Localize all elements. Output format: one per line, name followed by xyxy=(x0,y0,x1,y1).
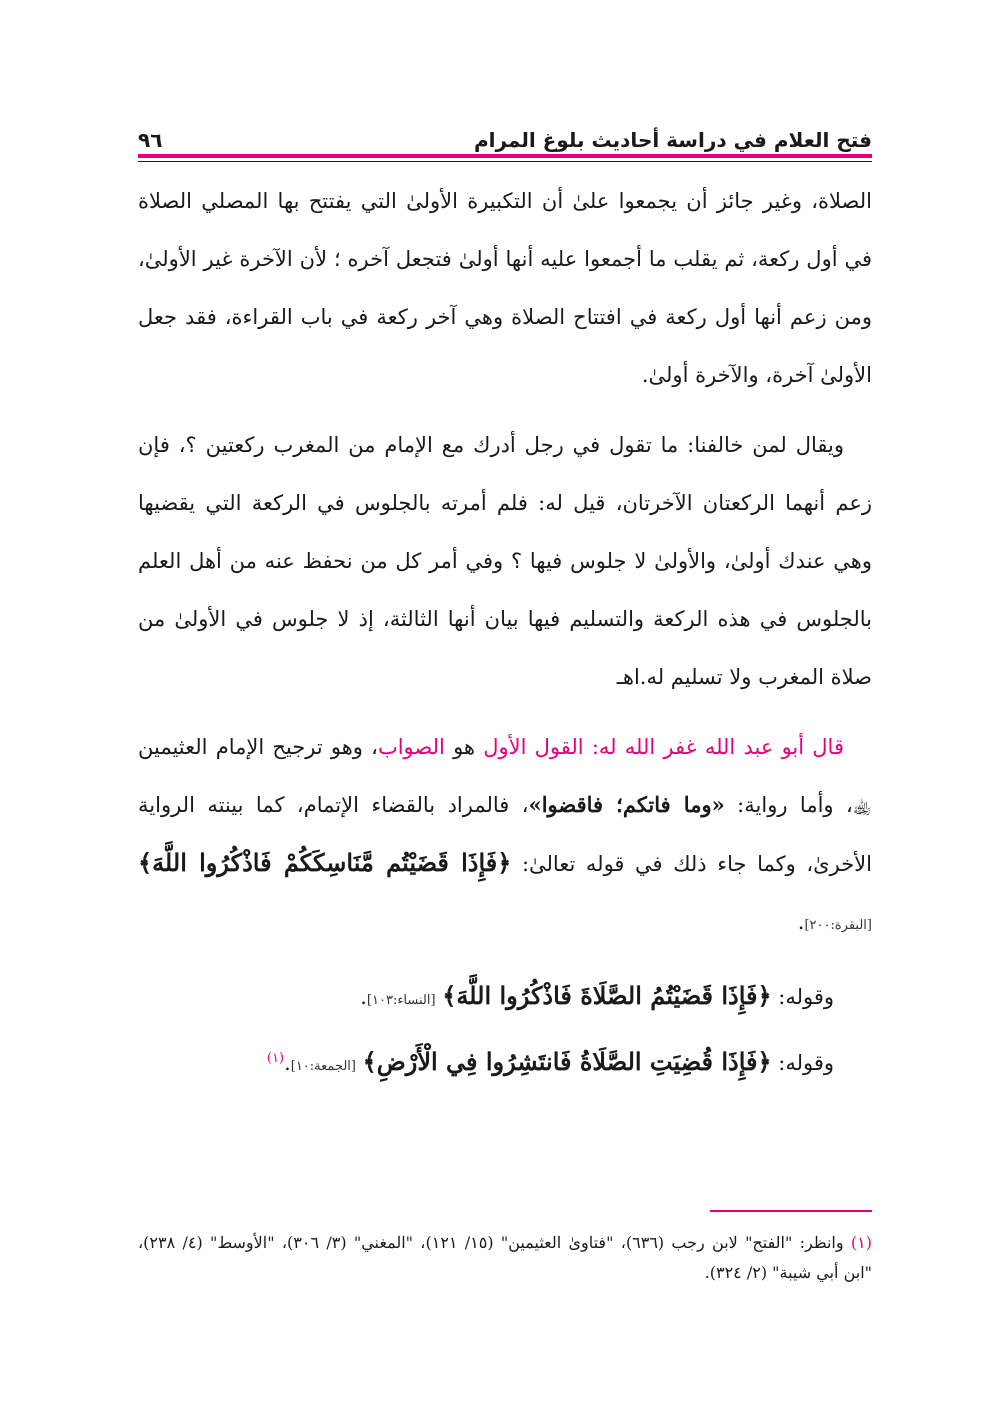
header-rule-accent xyxy=(138,154,872,158)
ayah-ref-jumuah: [الجمعة:١٠] xyxy=(290,1059,356,1074)
paragraph-3-rest-1: ، وهو ترجيح الإمام العثيمين ﵀، وأما رواية: xyxy=(138,735,873,817)
quran-line-1-end: . xyxy=(360,985,367,1009)
paragraph-3 xyxy=(138,718,872,955)
page-body xyxy=(138,172,872,1096)
paragraph-1: الصلاة، وغير جائز أن يجمعوا علىٰ أن التكبيرة الأولىٰ التي يفتتح بها المصلي الصلاة في أول ركعة، ثم يقلب ما أجمعوا عليه أنها أولىٰ فتجعل آخره ؛ لأن الآخرة غير الأولىٰ، ومن زعم أنها أول ركعة في افتتاح الصلاة وهي آخر ركعة في باب القراءة، فقد جعل الأولىٰ آخرة، والآخرة أولىٰ. xyxy=(138,189,872,387)
quran-line-2-end: . xyxy=(284,1051,291,1075)
correct-label: الصواب xyxy=(377,735,445,759)
ayah-ref-nisa: [النساء:١٠٣] xyxy=(366,993,436,1008)
footnote-rule xyxy=(710,1210,872,1212)
paragraph-2 xyxy=(138,416,872,706)
quran-line-1 xyxy=(138,967,872,1030)
is-text: هو xyxy=(453,735,475,759)
ayah-ref-baqarah: [البقرة:٢٠٠] xyxy=(804,918,872,933)
first-opinion: القول الأول xyxy=(483,735,584,759)
book-title: فتح العلام في دراسة أحاديث بلوغ المرام xyxy=(473,128,872,152)
paragraph-3-rest-2: ، فالمراد بالقضاء الإتمام، كما بينته الرواية الأخرىٰ، وكما جاء ذلك في قوله تعالىٰ: xyxy=(138,793,872,876)
ayah-jumuah: ﴿فَإِذَا قُضِيَتِ الصَّلَاةُ فَانتَشِرُوا فِي الْأَرْضِ﴾ xyxy=(362,1047,772,1076)
page-number: ٩٦ xyxy=(138,128,163,152)
paragraph-2-text: ويقال لمن خالفنا: ما تقول في رجل أدرك مع الإمام من المغرب ركعتين ؟، فإن زعم أنهما الركعتان الآخرتان، قيل له: فلم أمرته بالجلوس في الركعة التي يقضيها وهي عندك أولىٰ، والأولىٰ لا جلوس فيها ؟ وفي أمر كل من نحفظ عنه من أهل العلم بالجلوس في هذه الركعة والتسليم فيها بيان أنها الثالثة، إذ لا جلوس في الأولىٰ من صلاة المغرب ولا تسليم له.اهـ xyxy=(138,433,872,689)
page-header xyxy=(138,118,872,152)
footnote-number: (١) xyxy=(850,1233,872,1252)
footnote-marker[interactable]: (١) xyxy=(266,1051,285,1066)
header-rule-thin xyxy=(138,161,872,162)
ayah-nisa: ﴿فَإِذَا قَضَيْتُمُ الصَّلَاةَ فَاذْكُرُوا اللَّهَ﴾ xyxy=(442,981,772,1010)
quran-line-2-prefix: وقوله: xyxy=(771,1051,834,1075)
footnote xyxy=(138,1228,872,1288)
author-label: قال أبو عبد الله غفر الله له: xyxy=(591,735,844,759)
paragraph-3-end: . xyxy=(797,910,805,934)
footnote-text: وانظر: "الفتح" لابن رجب (٦٣٦)، "فتاوىٰ العثيمين" (١٥/ ١٢١)، "المغني" (٣/ ٣٠٦)، "الأوسط" (٤/ ٢٣٨)، "ابن أبي شيبة" (٢/ ٣٢٤). xyxy=(138,1233,872,1282)
quran-line-2 xyxy=(138,1030,872,1096)
riwaya-quote: «وما فاتكم؛ فاقضوا» xyxy=(528,792,725,817)
quran-line-1-prefix: وقوله: xyxy=(771,985,834,1009)
ayah-baqarah: ﴿فَإِذَا قَضَيْتُم مَّنَاسِكَكُمْ فَاذْكُرُوا اللَّهَ﴾ xyxy=(138,848,512,877)
